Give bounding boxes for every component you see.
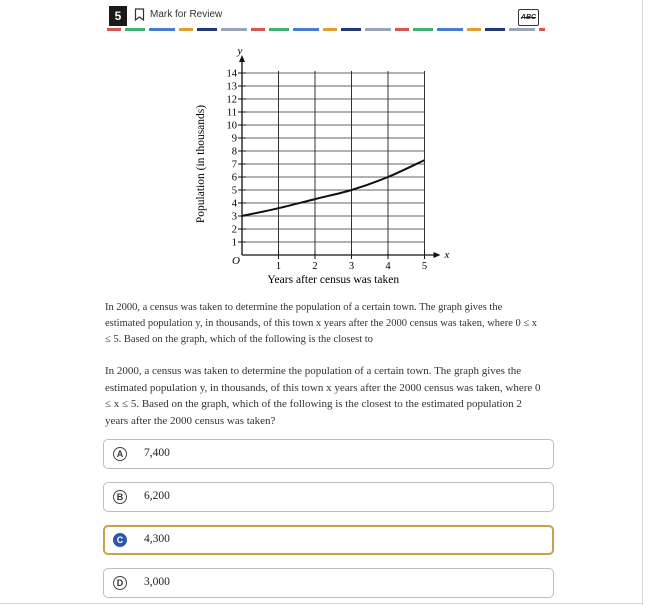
choice-a-letter: A [113,447,127,461]
divider-segment [125,28,145,31]
divider-segment [179,28,193,31]
divider-segment [251,28,265,31]
choice-b-letter: B [113,490,127,504]
x-tick-label: 5 [421,261,428,272]
divider-segment [323,28,337,31]
x-tick-label: 1 [275,261,282,272]
y-tick-label: 7 [231,159,237,171]
y-tick-label: 10 [226,120,237,132]
population-graph [185,42,450,292]
divider-segment [395,28,409,31]
y-axis-variable: y [237,45,243,57]
divider-segment [467,28,481,31]
choice-c[interactable] [103,525,554,555]
divider-segment [341,28,361,31]
abc-label: ABC [520,14,537,21]
y-tick-label: 6 [231,172,237,184]
choice-b[interactable] [103,482,554,512]
divider-segment [149,28,175,31]
x-tick-label: 3 [348,261,355,272]
y-tick-label: 8 [231,146,237,158]
divider-segment [269,28,289,31]
divider-segment [107,28,121,31]
frame-right-border [642,0,643,605]
question-stem-partial: In 2000, a census was taken to determine the population of a certain town. The graph gives the estimated population y, in thousands, of this town x years after the 2000 census was taken, where 0 ≤ x ≤ 5. Based on the graph, which of the following is the closest to [105,302,537,345]
divider-segment [293,28,319,31]
origin-label: O [232,255,240,267]
question-stem: In 2000, a census was taken to determine the population of a certain town. The graph gives the estimated population y, in thousands, of this town x years after the 2000 census was taken, where 0 ≤ x ≤ 5. Based on the graph, which of the following is the closest to the estimated population 2 years after the 2000 census was taken? [105,365,541,427]
x-axis-arrow [434,252,441,258]
divider-segment [485,28,505,31]
y-tick-label: 1 [231,237,237,249]
question-number: 5 [109,6,127,26]
choice-d-letter: D [113,576,127,590]
divider-segment [509,28,535,31]
divider-segment [197,28,217,31]
abc-strikethrough-button[interactable] [518,9,539,26]
y-tick-label: 9 [231,133,237,145]
y-tick-label: 14 [226,68,237,80]
y-tick-label: 2 [231,224,237,236]
choice-d-text: 3,000 [144,576,170,588]
choice-c-text: 4,300 [144,533,170,545]
y-tick-label: 5 [231,185,237,197]
y-axis-title: Population (in thousands) [195,104,207,224]
x-axis-variable: x [444,249,450,261]
mark-for-review-button[interactable] [134,8,222,21]
y-tick-label: 4 [231,198,237,210]
divider-segment [539,28,545,31]
x-axis-title: Years after census was taken [267,274,400,286]
choice-a-text: 7,400 [144,447,170,459]
mark-for-review-label: Mark for Review [150,9,223,20]
y-tick-label: 3 [231,211,237,223]
divider-segment [437,28,463,31]
choice-a[interactable] [103,439,554,469]
choice-c-letter: C [113,533,127,547]
divider-segment [413,28,433,31]
divider-segment [221,28,247,31]
y-tick-label: 11 [226,107,237,119]
divider-segment [365,28,391,31]
x-tick-label: 4 [385,261,391,272]
x-tick-label: 2 [312,261,318,272]
choice-b-text: 6,200 [144,490,170,502]
bookmark-icon [134,8,145,21]
y-tick-label: 12 [226,94,237,106]
y-tick-label: 13 [226,81,237,93]
choice-d[interactable] [103,568,554,598]
frame-bottom-border [0,603,642,604]
population-curve [242,160,425,216]
header-divider [107,28,545,31]
